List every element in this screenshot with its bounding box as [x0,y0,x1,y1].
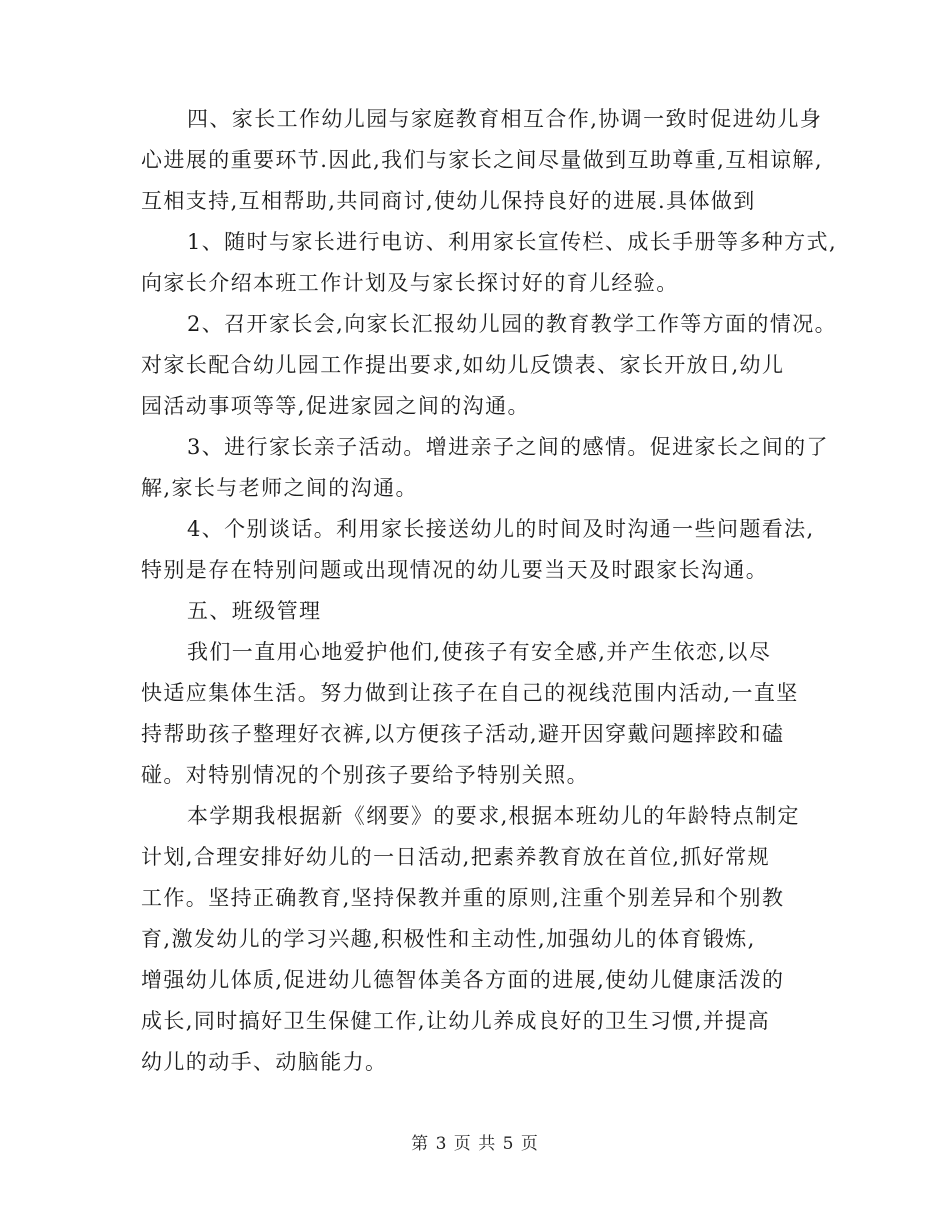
item-1-line-1: 1、随时与家长进行电访、利用家长宣传栏、成长手册等多种方式, [187,230,838,254]
paragraph-care-line-4: 碰。对特别情况的个别孩子要给予特别关照。 [141,763,589,787]
paragraph-parent-work-line-2: 心进展的重要环节.因此,我们与家长之间尽量做到互助尊重,互相谅解, [141,148,823,172]
item-1-line-2: 向家长介绍本班工作计划及与家长探讨好的育儿经验。 [141,271,679,295]
paragraph-semester-line-5: 增强幼儿体质,促进幼儿德智体美各方面的进展,使幼儿健康活泼的 [141,968,785,992]
paragraph-semester-line-3: 工作。坚持正确教育,坚持保教并重的原则,注重个别差异和个别教 [141,886,785,910]
item-4-line-1: 4、个别谈话。利用家长接送幼儿的时间及时沟通一些问题看法, [187,517,815,541]
paragraph-semester-line-7: 幼儿的动手、动脑能力。 [141,1050,388,1074]
paragraph-semester-line-6: 成长,同时搞好卫生保健工作,让幼儿养成良好的卫生习惯,并提高 [141,1009,771,1033]
item-3-line-1: 3、进行家长亲子活动。增进亲子之间的感情。促进家长之间的了 [187,435,829,459]
page-number-footer: 第 3 页 共 5 页 [411,1134,539,1154]
document-body [141,108,841,1092]
section-heading-class-management: 五、班级管理 [187,599,322,623]
item-2-line-2: 对家长配合幼儿园工作提出要求,如幼儿反馈表、家长开放日,幼儿 [141,353,785,377]
paragraph-semester-line-2: 计划,合理安排好幼儿的一日活动,把素养教育放在首位,抓好常规 [141,845,771,869]
paragraph-parent-work-line-1: 四、家长工作幼儿园与家庭教育相互合作,协调一致时促进幼儿身 [187,107,823,131]
paragraph-semester-line-4: 育,激发幼儿的学习兴趣,积极性和主动性,加强幼儿的体育锻炼, [141,927,756,951]
item-4-line-2: 特别是存在特别问题或出现情况的幼儿要当天及时跟家长沟通。 [141,558,769,582]
paragraph-semester-line-1: 本学期我根据新《纲要》的要求,根据本班幼儿的年龄特点制定 [187,804,800,828]
paragraph-care-line-2: 快适应集体生活。努力做到让孩子在自己的视线范围内活动,一直坚 [141,681,799,705]
item-3-line-2: 解,家长与老师之间的沟通。 [141,476,418,500]
paragraph-care-line-1: 我们一直用心地爱护他们,使孩子有安全感,并产生依恋,以尽 [187,640,772,664]
item-2-line-3: 园活动事项等等,促进家园之间的沟通。 [141,394,530,418]
paragraph-care-line-3: 持帮助孩子整理好衣裤,以方便孩子活动,避开因穿戴问题摔跤和磕 [141,722,785,746]
paragraph-parent-work-line-3: 互相支持,互相帮助,共同商讨,使幼儿保持良好的进展.具体做到 [141,189,756,213]
item-2-line-1: 2、召开家长会,向家长汇报幼儿园的教育教学工作等方面的情况。 [187,312,838,336]
